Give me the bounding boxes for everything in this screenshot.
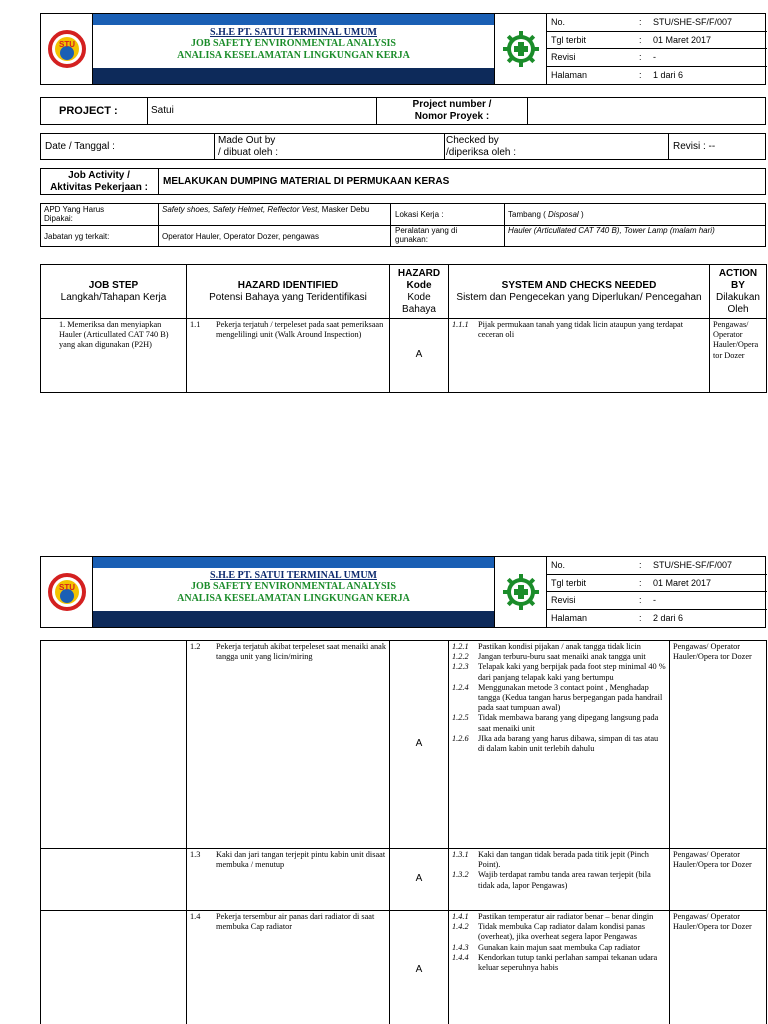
jabatan-value: Operator Hauler, Operator Dozer, pengawas	[162, 232, 319, 241]
svg-text:STU: STU	[59, 40, 75, 49]
check-item: 1.2.4 Menggunakan metode 3 contact point , Menghadap tangga (Kedua tangan harus berpegangan pada handrail pada saat tumpuan awal)	[452, 682, 663, 713]
peralatan-value: Hauler (Articullated CAT 740 B), Tower Lamp (malam hari)	[508, 226, 715, 235]
check-item: 1.3.2 Wajib terdapat rambu tanda area rawan terjepit (bila tidak ada, lapor Pengawas)	[452, 870, 651, 890]
job-activity-row	[40, 168, 766, 195]
company-name: S.H.E PT. SATUI TERMINAL UMUM	[210, 570, 377, 581]
date-row	[40, 133, 766, 160]
project-number-label: Project number / Nomor Proyek :	[412, 99, 492, 122]
checked-by-label: Checked by /diperiksa oleh :	[446, 135, 517, 158]
table-row	[41, 319, 767, 393]
hazard-code-cell: A	[390, 849, 449, 911]
apd-value: Safety shoes, Safety Helmet, Reflector Vest, Masker Debu	[162, 205, 370, 214]
check-item: 1.2.1 Pastikan kondisi pijakan / anak tangga tidak licin	[452, 642, 641, 651]
job-step-cell: 1. Memeriksa dan menyiapkan Hauler (Articullated CAT 740 B) yang akan digunakan (P2H)	[41, 319, 187, 393]
company-logo	[41, 14, 93, 84]
table-row	[41, 849, 767, 911]
header-blue-bar	[93, 14, 494, 25]
check-item: 1.2.6 JIka ada barang yang harus dibawa, simpan di tas atau di dalam kabin unit terlebih dahulu	[452, 733, 659, 754]
meta-row: Revisi : -	[547, 49, 767, 67]
lokasi-value: Tambang ( Disposal )	[508, 210, 584, 219]
revisi-label: Revisi : --	[673, 141, 716, 152]
title-indonesian: ANALISA KESELAMATAN LINGKUNGAN KERJA	[177, 593, 410, 604]
project-row	[40, 97, 766, 125]
safety-cross-gear-icon	[495, 557, 547, 627]
document-meta	[547, 14, 767, 84]
header-navy-bar	[93, 611, 494, 627]
meta-row: Halaman : 1 dari 6	[551, 69, 684, 80]
table-row	[41, 641, 767, 849]
check-item: 1.4.1 Pastikan temperatur air radiator benar – benar dingin	[452, 912, 654, 921]
safety-cross-gear-icon	[495, 14, 547, 84]
meta-row: No. : STU/SHE-SF/F/007	[547, 14, 767, 32]
hazard-cell: 1.1 Pekerja terjatuh / terpeleset pada saat pemeriksaan mengelilingi unit (Walk Around Inspection)	[187, 319, 390, 393]
peralatan-label: Peralatan yang di gunakan:	[395, 226, 458, 244]
action-cell: Pengawas/ Operator Hauler/Opera tor Dozer	[710, 319, 767, 393]
meta-row: Revisi : -	[547, 592, 767, 610]
check-item: 1.3.1 Kaki dan tangan tidak berada pada titik jepit (Pinch Point).	[452, 850, 649, 870]
job-step-cell	[41, 641, 187, 849]
job-step-cell	[41, 911, 187, 1024]
header-blue-bar	[93, 557, 494, 568]
table-row	[41, 911, 767, 1024]
hazard-code-cell: A	[390, 911, 449, 1024]
title-english: JOB SAFETY ENVIRONMENTAL ANALYSIS	[191, 38, 396, 49]
project-label: PROJECT :	[59, 105, 118, 117]
apd-block	[40, 203, 766, 247]
check-item: 1.4.3 Gunakan kain majun saat membuka Cap radiator	[452, 942, 641, 952]
apd-label: APD Yang Harus Dipakai:	[44, 205, 105, 223]
table-header-row	[41, 265, 767, 319]
hazard-table-page1	[40, 264, 767, 393]
checks-cell	[449, 849, 670, 911]
checks-cell	[449, 641, 670, 849]
check-item: 1.2.3 Telapak kaki yang berpijak pada foot step minimal 40 % dari panjang telapak kaki yang bertumpu	[452, 662, 666, 682]
hazard-cell: 1.2 Pekerja terjatuh akibat terpeleset saat menaiki anak tangga unit yang licin/miring	[187, 641, 390, 849]
hazard-cell: 1.3 Kaki dan jari tangan terjepit pintu kabin unit disaat membuka / menutup	[187, 849, 390, 911]
header-title-block	[93, 14, 495, 84]
company-logo	[41, 557, 93, 627]
col-action-by: ACTION BY Dilakukan Oleh	[710, 265, 767, 319]
meta-row: Tgl terbit : 01 Maret 2017	[547, 575, 767, 593]
document-header-page1	[40, 13, 766, 85]
action-cell: Pengawas/ Operator Hauler/Opera tor Dozer	[670, 849, 767, 911]
action-cell: Pengawas/ Operator Hauler/Opera tor Dozer	[670, 911, 767, 1024]
company-name: S.H.E PT. SATUI TERMINAL UMUM	[210, 27, 377, 38]
job-activity-value: MELAKUKAN DUMPING MATERIAL DI PERMUKAAN KERAS	[163, 176, 450, 187]
checks-cell	[449, 911, 670, 1024]
header-navy-bar	[93, 68, 494, 84]
col-job-step: JOB STEP Langkah/Tahapan Kerja	[41, 265, 187, 319]
lokasi-label: Lokasi Kerja :	[395, 210, 444, 219]
check-item: 1.2.5 Tidak membawa barang yang dipegang langsung pada saat menaiki unit	[452, 713, 659, 733]
meta-row: Halaman : 2 dari 6	[551, 612, 684, 623]
hazard-cell: 1.4 Pekerja tersembur air panas dari radiator di saat membuka Cap radiator	[187, 911, 390, 1024]
col-hazard-code: HAZARD Kode Kode Bahaya	[390, 265, 449, 319]
meta-row: Tgl terbit : 01 Maret 2017	[547, 32, 767, 50]
svg-text:STU: STU	[59, 583, 75, 592]
title-indonesian: ANALISA KESELAMATAN LINGKUNGAN KERJA	[177, 50, 410, 61]
header-title-block	[93, 557, 495, 627]
check-item: 1.4.4 Kendorkan tutup tanki perlahan sampai tekanan udara keluar seperuhnya habis	[452, 952, 658, 973]
check-item: 1.4.2 Tidak membuka Cap radiator dalam kondisi panas (overheat), jika overheat segera lapor Pengawas	[452, 922, 645, 942]
date-label: Date / Tanggal :	[45, 141, 115, 152]
meta-row: No. : STU/SHE-SF/F/007	[547, 557, 767, 575]
job-activity-label: Job Activity / Aktivitas Pekerjaan :	[50, 170, 148, 193]
jabatan-label: Jabatan yg terkait:	[44, 232, 110, 241]
hazard-code-cell: A	[390, 319, 449, 393]
checks-cell: 1.1.1 Pijak permukaan tanah yang tidak licin ataupun yang terdapat ceceran oli	[449, 319, 710, 393]
hazard-code-cell: A	[390, 641, 449, 849]
document-header-page2	[40, 556, 766, 628]
col-hazard: HAZARD IDENTIFIED Potensi Bahaya yang Teridentifikasi	[187, 265, 390, 319]
job-step-cell	[41, 849, 187, 911]
col-system-checks: SYSTEM AND CHECKS NEEDED Sistem dan Pengecekan yang Diperlukan/ Pencegahan	[449, 265, 710, 319]
hazard-table-page2	[40, 640, 767, 1024]
project-value: Satui	[151, 105, 174, 116]
check-item: 1.2.2 Jangan terburu-buru saat menaiki anak tangga unit	[452, 652, 646, 662]
action-cell: Pengawas/ Operator Hauler/Opera tor Dozer	[670, 641, 767, 849]
title-english: JOB SAFETY ENVIRONMENTAL ANALYSIS	[191, 581, 396, 592]
document-meta	[547, 557, 767, 627]
made-out-by-label: Made Out by / dibuat oleh :	[218, 135, 279, 158]
